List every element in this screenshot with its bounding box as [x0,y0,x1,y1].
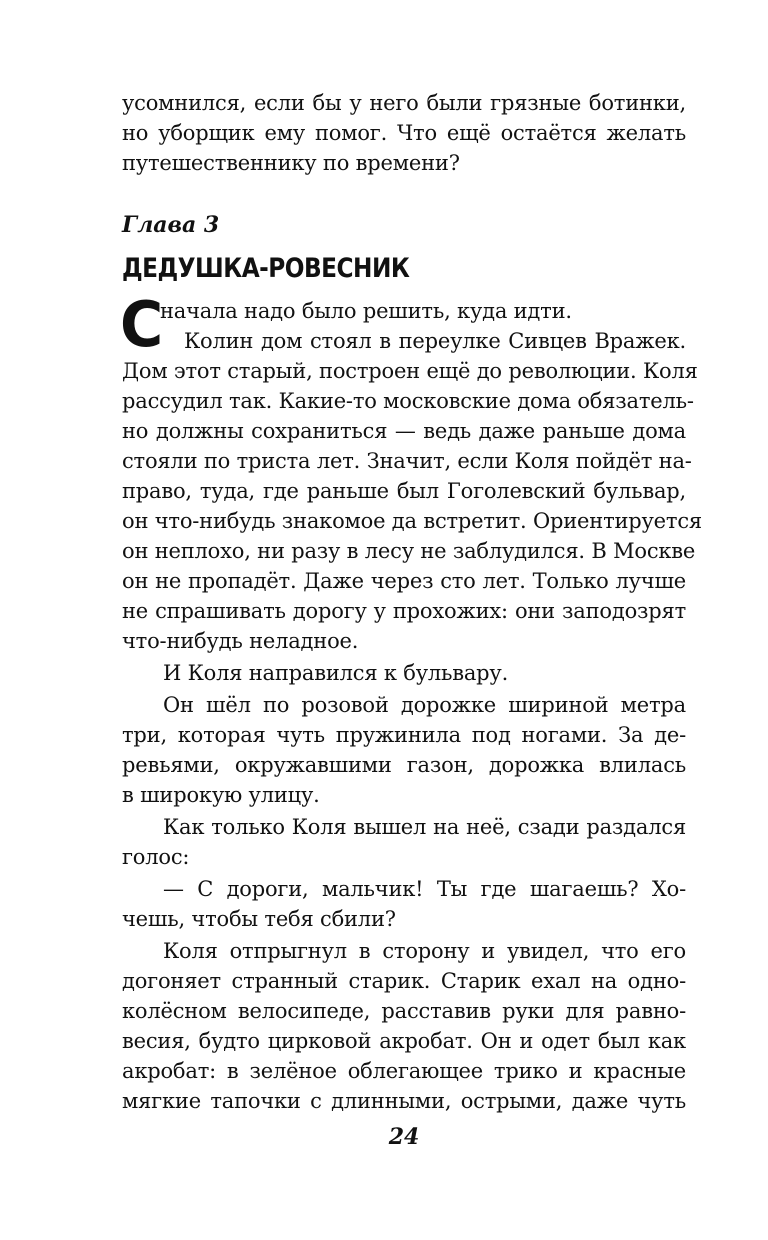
text-line: но уборщик ему помог. Что ещё остаётся желать [122,121,686,145]
text-line: что-нибудь неладное. [122,629,359,653]
text-line: И Коля направился к бульвару. [163,661,509,685]
text-line: Коля отпрыгнул в сторону и увидел, что его [163,939,686,963]
text-line: путешественнику по времени? [122,151,460,175]
text-line: стояли по триста лет. Значит, если Коля пойдёт на- [122,449,692,473]
chapter-label: Глава 3 [122,212,220,238]
text-line: в широкую улицу. [122,783,320,807]
text-line: акробат: в зелёное облегающее трико и красные [122,1059,686,1083]
text-line: догоняет странный старик. Старик ехал на одно- [122,969,686,993]
text-line: не спрашивать дорогу у прохожих: они заподозрят [122,599,686,623]
text-line: — С дороги, мальчик! Ты где шагаешь? Хо- [163,877,686,901]
text-line: голос: [122,845,190,869]
text-line: но должны сохраниться — ведь даже раньше дома [122,419,686,443]
text-line: право, туда, где раньше был Гоголевский бульвар, [122,479,686,503]
text-line: Он шёл по розовой дорожке шириной метра [163,693,686,717]
text-line: весия, будто цирковой акробат. Он и одет был как [122,1029,686,1053]
text-line: рассудил так. Какие-то московские дома обязатель- [122,389,694,413]
text-line: чешь, чтобы тебя сбили? [122,907,396,931]
text-line: Дом этот старый, построен ещё до революции. Коля [122,359,698,383]
text-line: Колин дом стоял в переулке Сивцев Вражек. [184,329,686,353]
chapter-title: ДЕДУШКА-РОВЕСНИК [122,253,410,284]
page-number: 24 [388,1124,420,1150]
text-line: он что-нибудь знакомое да встретит. Ориентируется [122,509,702,533]
drop-cap: С [120,288,164,361]
text-line: он не пропадёт. Даже через сто лет. Только лучше [122,569,686,593]
book-page [120,0,702,1240]
text-line: колёсном велосипеде, расставив руки для равно- [122,999,686,1023]
text-line: три, которая чуть пружинила под ногами. За де- [122,723,686,747]
text-line: он неплохо, ни разу в лесу не заблудился. В Москве [122,539,696,563]
text-line: начала надо было решить, куда идти. [160,299,572,323]
text-line: усомнился, если бы у него были грязные ботинки, [122,91,686,115]
text-line: мягкие тапочки с длинными, острыми, даже чуть [122,1089,686,1113]
text-line: ревьями, окружавшими газон, дорожка влилась [122,753,686,777]
text-line: Как только Коля вышел на неё, сзади раздался [163,815,686,839]
